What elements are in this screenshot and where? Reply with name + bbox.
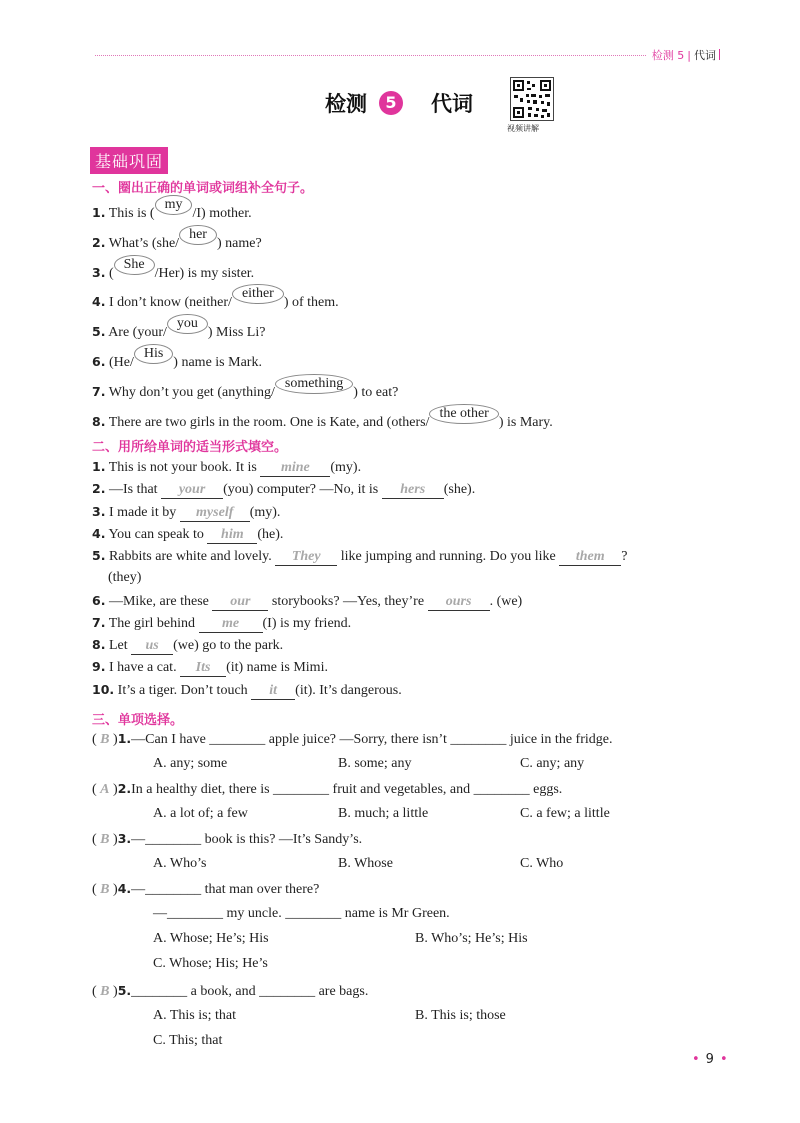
- option[interactable]: C. a few; a little: [520, 806, 610, 821]
- answer-blank[interactable]: ours: [428, 594, 490, 611]
- item-text: (we) go to the park.: [173, 638, 284, 653]
- item-text: It’s a tiger. Don’t touch: [117, 683, 252, 698]
- section2-item: [92, 682, 402, 700]
- section2-item: [92, 637, 283, 655]
- qr-code-icon[interactable]: [510, 77, 554, 121]
- option[interactable]: A. any; some: [153, 756, 228, 771]
- question-stem: ( A )2.In a healthy diet, there is ________ fruit and vegetables, and ________ eggs.: [92, 781, 563, 797]
- header-topic: 代词: [694, 49, 716, 62]
- item-text-after: ) name?: [216, 236, 262, 251]
- answer-choice[interactable]: A: [100, 782, 110, 797]
- option[interactable]: B. Who’s; He’s; His: [415, 931, 528, 946]
- section2-item: [92, 615, 351, 633]
- section1-item: [92, 257, 255, 284]
- section3-heading: 三、单项选择。: [92, 713, 184, 728]
- header-separator: |: [687, 49, 691, 62]
- item-text-after: /I) mother.: [192, 206, 252, 221]
- header-test: 检测 5: [651, 49, 685, 62]
- header-rule: [95, 55, 712, 56]
- item-number: 3.: [92, 504, 106, 519]
- answer-blank[interactable]: them: [559, 549, 621, 566]
- item-text: like jumping and running. Do you like: [337, 549, 560, 564]
- question-stem: ( B )4.—________ that man over there?: [92, 881, 320, 897]
- item-text: (you) computer? —No, it is: [223, 482, 382, 497]
- item-text-after: ) Miss Li?: [207, 325, 266, 340]
- item-number: 7.: [92, 384, 106, 399]
- question-text: —________ book is this? —It’s Sandy’s.: [131, 832, 363, 847]
- title-right: 代词: [431, 92, 473, 116]
- circled-answer[interactable]: you: [167, 314, 208, 334]
- item-number: 4.: [92, 526, 106, 541]
- title-number-badge: 5: [379, 91, 403, 115]
- option[interactable]: A. Who’s: [153, 856, 207, 871]
- item-number: 2.: [92, 235, 106, 250]
- item-text: —Mike, are these: [108, 594, 213, 609]
- header-bar: [719, 49, 720, 60]
- section2-item: [92, 459, 361, 477]
- qr-caption: 视频讲解: [507, 124, 539, 133]
- item-text-before: What’s (she/: [108, 236, 180, 251]
- item-text: . (we): [489, 594, 523, 609]
- section2-item: [108, 570, 141, 586]
- answer-choice[interactable]: B: [100, 732, 110, 747]
- question-stem-line2: —________ my uncle. ________ name is Mr Green.: [153, 906, 450, 921]
- option[interactable]: A. Whose; He’s; His: [153, 931, 269, 946]
- item-text: You can speak to: [108, 527, 208, 542]
- item-text: ?: [621, 549, 628, 564]
- item-text-before: There are two girls in the room. One is Kate, and (others/: [108, 415, 430, 430]
- item-number: 2.: [92, 481, 106, 496]
- running-header: [646, 47, 720, 63]
- question-number: 5.: [117, 983, 132, 998]
- item-text: I have a cat.: [108, 660, 181, 675]
- section1-item: [92, 286, 339, 313]
- item-text-before: (: [108, 266, 114, 281]
- question-text: —Can I have ________ apple juice? —Sorry, there isn’t ________ juice in the fridge.: [131, 732, 613, 747]
- item-text-after: /Her) is my sister.: [154, 266, 255, 281]
- item-text-after: ) is Mary.: [498, 415, 553, 430]
- item-text: (my).: [330, 460, 362, 475]
- question-stem: ( B )3.—________ book is this? —It’s Sandy’s.: [92, 831, 363, 847]
- option[interactable]: A. This is; that: [153, 1008, 236, 1023]
- item-number: 5.: [92, 324, 106, 339]
- page-title: [325, 88, 473, 118]
- option[interactable]: C. This; that: [153, 1033, 223, 1048]
- item-number: 3.: [92, 265, 106, 280]
- item-text: (she).: [443, 482, 476, 497]
- answer-choice[interactable]: B: [100, 882, 110, 897]
- item-number: 6.: [92, 593, 106, 608]
- item-text-before: (He/: [108, 355, 134, 370]
- item-number: 4.: [92, 294, 106, 309]
- answer-blank[interactable]: mine: [260, 460, 330, 477]
- page-number: • 9 •: [692, 1052, 728, 1067]
- item-number: 8.: [92, 637, 106, 652]
- section2-item: [92, 504, 280, 522]
- section2-item: [92, 593, 522, 611]
- answer-blank[interactable]: it: [251, 683, 295, 700]
- item-text-before: I don’t know (neither/: [108, 295, 232, 310]
- option[interactable]: B. some; any: [338, 756, 412, 771]
- answer-blank[interactable]: They: [275, 549, 337, 566]
- circled-answer[interactable]: her: [179, 225, 217, 245]
- section1-item: [92, 406, 553, 433]
- option[interactable]: B. This is; those: [415, 1008, 506, 1023]
- item-text-after: ) of them.: [283, 295, 339, 310]
- item-text: (he).: [257, 527, 284, 542]
- circled-answer[interactable]: my: [155, 195, 193, 215]
- item-text: (it). It’s dangerous.: [295, 683, 402, 698]
- option[interactable]: C. any; any: [520, 756, 585, 771]
- option[interactable]: C. Who: [520, 856, 564, 871]
- section2-heading: 二、用所给单词的适当形式填空。: [92, 440, 288, 455]
- section1-heading: 一、圈出正确的单词或词组补全句子。: [92, 181, 314, 196]
- question-number: 4.: [117, 881, 132, 896]
- question-number: 1.: [117, 731, 132, 746]
- question-stem: ( B )5.________ a book, and ________ are bags.: [92, 983, 369, 999]
- question-text: In a healthy diet, there is ________ fruit and vegetables, and ________ eggs.: [131, 782, 563, 797]
- question-number: 3.: [117, 831, 132, 846]
- item-number: 8.: [92, 414, 106, 429]
- item-number: 1.: [92, 205, 106, 220]
- section1-item: [92, 227, 262, 254]
- page-number-value: 9: [705, 1052, 714, 1067]
- answer-blank[interactable]: us: [131, 638, 173, 655]
- title-left: 检测: [325, 92, 367, 116]
- answer-blank[interactable]: our: [212, 594, 268, 611]
- section-badge: 基础巩固: [90, 147, 168, 174]
- item-text: The girl behind: [108, 616, 199, 631]
- answer-choice[interactable]: B: [100, 832, 110, 847]
- option[interactable]: C. Whose; His; He’s: [153, 956, 268, 971]
- circled-answer[interactable]: the other: [429, 404, 498, 424]
- item-text: I made it by: [108, 505, 180, 520]
- question-text: —________ that man over there?: [131, 882, 320, 897]
- answer-blank[interactable]: him: [207, 527, 257, 544]
- item-text-after: ) to eat?: [353, 385, 399, 400]
- section2-item: [92, 526, 283, 544]
- item-text: —Is that: [108, 482, 162, 497]
- option[interactable]: B. much; a little: [338, 806, 429, 821]
- circled-answer[interactable]: either: [232, 284, 284, 304]
- question-text: ________ a book, and ________ are bags.: [131, 984, 369, 999]
- option[interactable]: B. Whose: [338, 856, 393, 871]
- item-number: 7.: [92, 615, 106, 630]
- section1-item: [92, 197, 252, 224]
- item-text: Let: [108, 638, 132, 653]
- option[interactable]: A. a lot of; a few: [153, 806, 248, 821]
- circled-answer[interactable]: His: [134, 344, 173, 364]
- item-text: (I) is my friend.: [262, 616, 352, 631]
- question-number: 2.: [117, 781, 132, 796]
- section1-item: [92, 376, 399, 403]
- circled-answer[interactable]: She: [114, 255, 155, 275]
- item-text-before: This is (: [108, 206, 155, 221]
- answer-blank[interactable]: hers: [382, 482, 444, 499]
- item-text-before: Why don’t you get (anything/: [108, 385, 275, 400]
- item-text-after: ) name is Mark.: [173, 355, 262, 370]
- circled-answer[interactable]: something: [275, 374, 353, 394]
- item-text: This is not your book. It is: [108, 460, 261, 475]
- section1-item: [92, 316, 266, 343]
- question-stem: ( B )1.—Can I have ________ apple juice? —Sorry, there isn’t ________ juice in the fridge.: [92, 731, 613, 747]
- answer-choice[interactable]: B: [100, 984, 110, 999]
- item-number: 10.: [92, 682, 115, 697]
- section2-item: [92, 548, 627, 566]
- item-text: (it) name is Mimi.: [226, 660, 328, 675]
- item-text: (my).: [249, 505, 281, 520]
- section2-item: [92, 481, 475, 499]
- item-number: 6.: [92, 354, 106, 369]
- item-number: 1.: [92, 459, 106, 474]
- section2-item: [92, 659, 328, 677]
- section1-item: [92, 346, 262, 373]
- answer-blank[interactable]: Its: [180, 660, 226, 677]
- item-text: (they): [108, 570, 142, 585]
- answer-blank[interactable]: myself: [180, 505, 250, 522]
- item-text: storybooks? —Yes, they’re: [268, 594, 428, 609]
- answer-blank[interactable]: your: [161, 482, 223, 499]
- item-text: Rabbits are white and lovely.: [108, 549, 276, 564]
- item-number: 5.: [92, 548, 106, 563]
- item-text-before: Are (your/: [108, 325, 167, 340]
- item-number: 9.: [92, 659, 106, 674]
- answer-blank[interactable]: me: [199, 616, 263, 633]
